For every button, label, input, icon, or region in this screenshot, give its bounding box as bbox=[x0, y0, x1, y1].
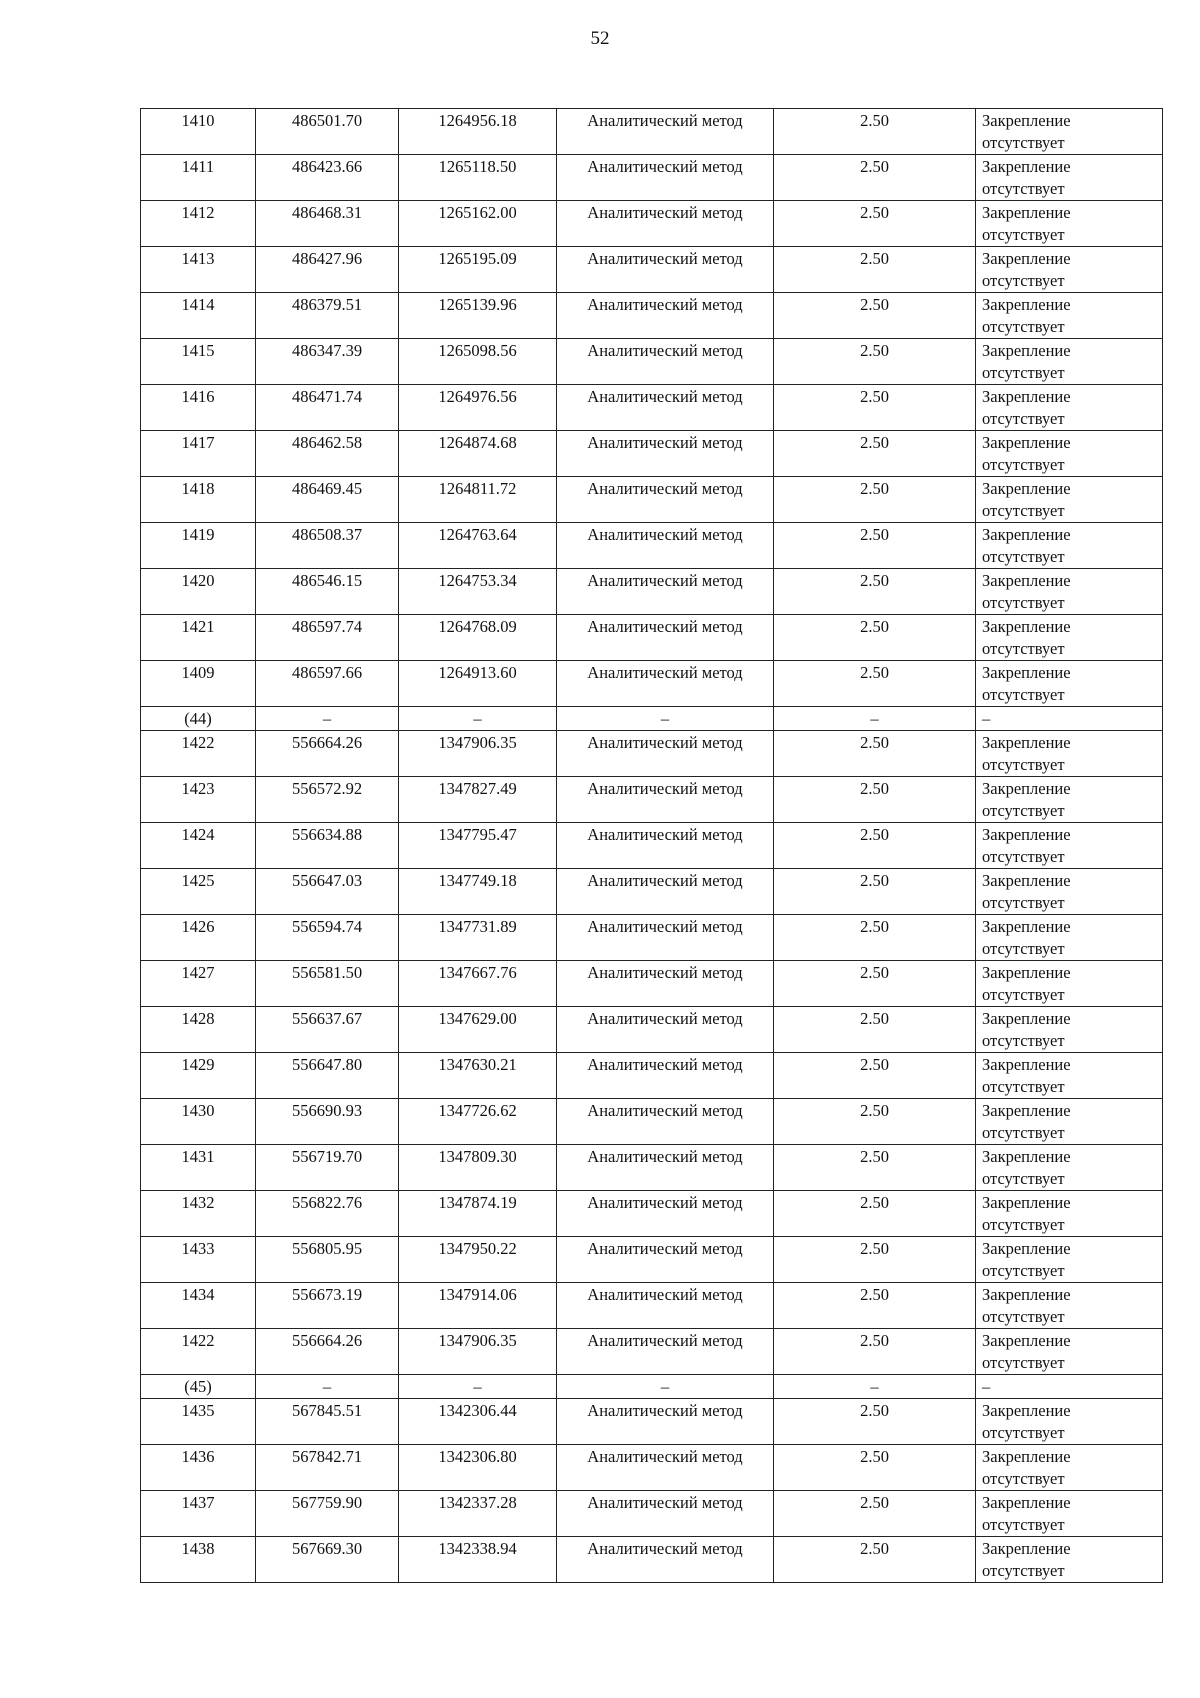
fixation-line-2: отсутствует bbox=[982, 593, 1065, 612]
x-coordinate-cell: 567842.71 bbox=[256, 1445, 399, 1491]
fixation-line-1: Закрепление bbox=[982, 1147, 1071, 1166]
method-cell: Аналитический метод bbox=[557, 615, 774, 661]
precision-cell: 2.50 bbox=[774, 247, 976, 293]
table-separator-row bbox=[141, 707, 1163, 731]
fixation-cell bbox=[976, 109, 1163, 155]
table-row bbox=[141, 201, 1163, 247]
precision-cell: 2.50 bbox=[774, 1007, 976, 1053]
fixation-line-2: отсутствует bbox=[982, 1469, 1065, 1488]
fixation-cell bbox=[976, 1191, 1163, 1237]
fixation-line-2: отсутствует bbox=[982, 1077, 1065, 1096]
method-cell: Аналитический метод bbox=[557, 961, 774, 1007]
x-coordinate-cell: 556719.70 bbox=[256, 1145, 399, 1191]
precision-cell: 2.50 bbox=[774, 569, 976, 615]
table-row bbox=[141, 523, 1163, 569]
method-cell: Аналитический метод bbox=[557, 1537, 774, 1583]
fixation-line-1: Закрепление bbox=[982, 479, 1071, 498]
y-coordinate-cell: 1347749.18 bbox=[399, 869, 557, 915]
x-coordinate-cell: – bbox=[256, 707, 399, 731]
y-coordinate-cell: 1347809.30 bbox=[399, 1145, 557, 1191]
fixation-line-2: отсутствует bbox=[982, 225, 1065, 244]
fixation-line-1: Закрепление bbox=[982, 1285, 1071, 1304]
x-coordinate-cell: 486546.15 bbox=[256, 569, 399, 615]
fixation-cell bbox=[976, 615, 1163, 661]
precision-cell: 2.50 bbox=[774, 1283, 976, 1329]
x-coordinate-cell: 486427.96 bbox=[256, 247, 399, 293]
point-number-cell: 1430 bbox=[141, 1099, 256, 1145]
fixation-line-1: Закрепление bbox=[982, 1539, 1071, 1558]
method-cell: Аналитический метод bbox=[557, 247, 774, 293]
y-coordinate-cell: 1265139.96 bbox=[399, 293, 557, 339]
point-number-cell: (44) bbox=[141, 707, 256, 731]
fixation-cell bbox=[976, 1445, 1163, 1491]
table-row bbox=[141, 431, 1163, 477]
fixation-cell bbox=[976, 431, 1163, 477]
fixation-cell bbox=[976, 1237, 1163, 1283]
fixation-cell bbox=[976, 869, 1163, 915]
fixation-cell bbox=[976, 915, 1163, 961]
method-cell: Аналитический метод bbox=[557, 661, 774, 707]
fixation-line-2: отсутствует bbox=[982, 847, 1065, 866]
fixation-cell bbox=[976, 1399, 1163, 1445]
point-number-cell: 1418 bbox=[141, 477, 256, 523]
point-number-cell: 1436 bbox=[141, 1445, 256, 1491]
fixation-cell bbox=[976, 1491, 1163, 1537]
method-cell: Аналитический метод bbox=[557, 293, 774, 339]
fixation-cell bbox=[976, 661, 1163, 707]
y-coordinate-cell: 1265162.00 bbox=[399, 201, 557, 247]
x-coordinate-cell: 556572.92 bbox=[256, 777, 399, 823]
y-coordinate-cell: 1264956.18 bbox=[399, 109, 557, 155]
fixation-line-1: Закрепление bbox=[982, 825, 1071, 844]
table-row bbox=[141, 385, 1163, 431]
x-coordinate-cell: 567845.51 bbox=[256, 1399, 399, 1445]
x-coordinate-cell: 556581.50 bbox=[256, 961, 399, 1007]
fixation-line-1: Закрепление bbox=[982, 663, 1071, 682]
table-row bbox=[141, 777, 1163, 823]
point-number-cell: 1435 bbox=[141, 1399, 256, 1445]
fixation-cell bbox=[976, 477, 1163, 523]
precision-cell: 2.50 bbox=[774, 1145, 976, 1191]
method-cell: – bbox=[557, 1375, 774, 1399]
method-cell: Аналитический метод bbox=[557, 869, 774, 915]
fixation-line-1: Закрепление bbox=[982, 1331, 1071, 1350]
fixation-line-2: отсутствует bbox=[982, 179, 1065, 198]
precision-cell: 2.50 bbox=[774, 915, 976, 961]
table-row bbox=[141, 339, 1163, 385]
table-row bbox=[141, 1099, 1163, 1145]
point-number-cell: 1410 bbox=[141, 109, 256, 155]
y-coordinate-cell: 1347629.00 bbox=[399, 1007, 557, 1053]
fixation-line-1: Закрепление bbox=[982, 733, 1071, 752]
fixation-line-1: Закрепление bbox=[982, 571, 1071, 590]
y-coordinate-cell: 1265195.09 bbox=[399, 247, 557, 293]
table-row bbox=[141, 869, 1163, 915]
fixation-line-1: Закрепление bbox=[982, 871, 1071, 890]
method-cell: Аналитический метод bbox=[557, 569, 774, 615]
y-coordinate-cell: 1347906.35 bbox=[399, 731, 557, 777]
point-number-cell: 1431 bbox=[141, 1145, 256, 1191]
fixation-line-1: Закрепление bbox=[982, 1055, 1071, 1074]
x-coordinate-cell: 556690.93 bbox=[256, 1099, 399, 1145]
precision-cell: 2.50 bbox=[774, 431, 976, 477]
method-cell: Аналитический метод bbox=[557, 385, 774, 431]
x-coordinate-cell: 486501.70 bbox=[256, 109, 399, 155]
fixation-line-1: Закрепление bbox=[982, 1193, 1071, 1212]
fixation-line-1: Закрепление bbox=[982, 1239, 1071, 1258]
table-row bbox=[141, 247, 1163, 293]
fixation-line-1: Закрепление bbox=[982, 387, 1071, 406]
x-coordinate-cell: – bbox=[256, 1375, 399, 1399]
point-number-cell: 1437 bbox=[141, 1491, 256, 1537]
point-number-cell: 1414 bbox=[141, 293, 256, 339]
point-number-cell: 1424 bbox=[141, 823, 256, 869]
table-row bbox=[141, 1145, 1163, 1191]
fixation-line-2: отсутствует bbox=[982, 1123, 1065, 1142]
precision-cell: 2.50 bbox=[774, 615, 976, 661]
x-coordinate-cell: 486379.51 bbox=[256, 293, 399, 339]
point-number-cell: 1413 bbox=[141, 247, 256, 293]
fixation-cell bbox=[976, 1099, 1163, 1145]
x-coordinate-cell: 486471.74 bbox=[256, 385, 399, 431]
precision-cell: 2.50 bbox=[774, 201, 976, 247]
precision-cell: 2.50 bbox=[774, 1537, 976, 1583]
precision-cell: 2.50 bbox=[774, 1099, 976, 1145]
precision-cell: 2.50 bbox=[774, 109, 976, 155]
fixation-line-2: отсутствует bbox=[982, 363, 1065, 382]
table-row bbox=[141, 1537, 1163, 1583]
fixation-line-2: отсутствует bbox=[982, 755, 1065, 774]
precision-cell: 2.50 bbox=[774, 155, 976, 201]
fixation-line-2: отсутствует bbox=[982, 1423, 1065, 1442]
point-number-cell: 1409 bbox=[141, 661, 256, 707]
fixation-line-1: Закрепление bbox=[982, 111, 1071, 130]
fixation-line-2: отсутствует bbox=[982, 271, 1065, 290]
fixation-cell bbox=[976, 1537, 1163, 1583]
fixation-cell bbox=[976, 1375, 1163, 1399]
x-coordinate-cell: 486347.39 bbox=[256, 339, 399, 385]
point-number-cell: 1433 bbox=[141, 1237, 256, 1283]
fixation-line-2: отсутствует bbox=[982, 985, 1065, 1004]
x-coordinate-cell: 556647.03 bbox=[256, 869, 399, 915]
precision-cell: 2.50 bbox=[774, 823, 976, 869]
table-row bbox=[141, 661, 1163, 707]
precision-cell: 2.50 bbox=[774, 869, 976, 915]
table-row bbox=[141, 109, 1163, 155]
table-row bbox=[141, 915, 1163, 961]
fixation-line-2: отсутствует bbox=[982, 1307, 1065, 1326]
precision-cell: 2.50 bbox=[774, 1445, 976, 1491]
method-cell: Аналитический метод bbox=[557, 823, 774, 869]
method-cell: Аналитический метод bbox=[557, 777, 774, 823]
precision-cell: 2.50 bbox=[774, 777, 976, 823]
fixation-line-1: – bbox=[982, 709, 991, 728]
y-coordinate-cell: 1264768.09 bbox=[399, 615, 557, 661]
fixation-line-2: отсутствует bbox=[982, 409, 1065, 428]
table-row bbox=[141, 1329, 1163, 1375]
precision-cell: 2.50 bbox=[774, 293, 976, 339]
table-row bbox=[141, 293, 1163, 339]
precision-cell: 2.50 bbox=[774, 1399, 976, 1445]
fixation-line-1: Закрепление bbox=[982, 1493, 1071, 1512]
table-row bbox=[141, 961, 1163, 1007]
x-coordinate-cell: 486597.66 bbox=[256, 661, 399, 707]
fixation-line-2: отсутствует bbox=[982, 1031, 1065, 1050]
fixation-cell bbox=[976, 385, 1163, 431]
x-coordinate-cell: 486423.66 bbox=[256, 155, 399, 201]
point-number-cell: 1420 bbox=[141, 569, 256, 615]
method-cell: Аналитический метод bbox=[557, 201, 774, 247]
precision-cell: 2.50 bbox=[774, 661, 976, 707]
precision-cell: 2.50 bbox=[774, 1191, 976, 1237]
precision-cell: 2.50 bbox=[774, 731, 976, 777]
method-cell: Аналитический метод bbox=[557, 431, 774, 477]
x-coordinate-cell: 567669.30 bbox=[256, 1537, 399, 1583]
y-coordinate-cell: 1265098.56 bbox=[399, 339, 557, 385]
x-coordinate-cell: 486597.74 bbox=[256, 615, 399, 661]
point-number-cell: 1421 bbox=[141, 615, 256, 661]
y-coordinate-cell: 1347827.49 bbox=[399, 777, 557, 823]
fixation-line-2: отсутствует bbox=[982, 1561, 1065, 1580]
x-coordinate-cell: 556647.80 bbox=[256, 1053, 399, 1099]
y-coordinate-cell: 1347874.19 bbox=[399, 1191, 557, 1237]
method-cell: Аналитический метод bbox=[557, 731, 774, 777]
fixation-line-1: Закрепление bbox=[982, 433, 1071, 452]
y-coordinate-cell: 1347731.89 bbox=[399, 915, 557, 961]
table-row bbox=[141, 615, 1163, 661]
point-number-cell: 1426 bbox=[141, 915, 256, 961]
x-coordinate-cell: 486468.31 bbox=[256, 201, 399, 247]
table-row bbox=[141, 1053, 1163, 1099]
table-row bbox=[141, 1237, 1163, 1283]
point-number-cell: 1438 bbox=[141, 1537, 256, 1583]
point-number-cell: 1417 bbox=[141, 431, 256, 477]
point-number-cell: 1434 bbox=[141, 1283, 256, 1329]
table-row bbox=[141, 823, 1163, 869]
coordinates-table-body bbox=[141, 109, 1163, 1583]
precision-cell: 2.50 bbox=[774, 523, 976, 569]
coordinates-table bbox=[140, 108, 1163, 1583]
precision-cell: 2.50 bbox=[774, 1329, 976, 1375]
y-coordinate-cell: – bbox=[399, 1375, 557, 1399]
fixation-cell bbox=[976, 247, 1163, 293]
y-coordinate-cell: 1264753.34 bbox=[399, 569, 557, 615]
table-row bbox=[141, 1283, 1163, 1329]
table-row bbox=[141, 1491, 1163, 1537]
table-row bbox=[141, 1191, 1163, 1237]
precision-cell: 2.50 bbox=[774, 1491, 976, 1537]
fixation-cell bbox=[976, 569, 1163, 615]
method-cell: Аналитический метод bbox=[557, 915, 774, 961]
fixation-line-1: Закрепление bbox=[982, 341, 1071, 360]
table-row bbox=[141, 477, 1163, 523]
point-number-cell: 1411 bbox=[141, 155, 256, 201]
precision-cell: – bbox=[774, 1375, 976, 1399]
table-row bbox=[141, 1445, 1163, 1491]
fixation-line-2: отсутствует bbox=[982, 547, 1065, 566]
point-number-cell: 1425 bbox=[141, 869, 256, 915]
fixation-line-1: Закрепление bbox=[982, 1447, 1071, 1466]
fixation-cell bbox=[976, 293, 1163, 339]
fixation-line-1: Закрепление bbox=[982, 525, 1071, 544]
y-coordinate-cell: 1347726.62 bbox=[399, 1099, 557, 1145]
x-coordinate-cell: 567759.90 bbox=[256, 1491, 399, 1537]
fixation-line-1: Закрепление bbox=[982, 917, 1071, 936]
x-coordinate-cell: 556634.88 bbox=[256, 823, 399, 869]
point-number-cell: 1423 bbox=[141, 777, 256, 823]
method-cell: Аналитический метод bbox=[557, 1237, 774, 1283]
table-separator-row bbox=[141, 1375, 1163, 1399]
fixation-cell bbox=[976, 1007, 1163, 1053]
y-coordinate-cell: 1264976.56 bbox=[399, 385, 557, 431]
table-row bbox=[141, 731, 1163, 777]
table-row bbox=[141, 1399, 1163, 1445]
fixation-line-2: отсутствует bbox=[982, 1215, 1065, 1234]
fixation-line-2: отсутствует bbox=[982, 1515, 1065, 1534]
fixation-line-1: Закрепление bbox=[982, 1009, 1071, 1028]
fixation-line-2: отсутствует bbox=[982, 1169, 1065, 1188]
y-coordinate-cell: 1342338.94 bbox=[399, 1537, 557, 1583]
precision-cell: 2.50 bbox=[774, 477, 976, 523]
x-coordinate-cell: 486462.58 bbox=[256, 431, 399, 477]
fixation-line-2: отсутствует bbox=[982, 939, 1065, 958]
y-coordinate-cell: 1342337.28 bbox=[399, 1491, 557, 1537]
fixation-cell bbox=[976, 155, 1163, 201]
fixation-cell bbox=[976, 1329, 1163, 1375]
precision-cell: 2.50 bbox=[774, 961, 976, 1007]
x-coordinate-cell: 556673.19 bbox=[256, 1283, 399, 1329]
method-cell: Аналитический метод bbox=[557, 339, 774, 385]
method-cell: Аналитический метод bbox=[557, 1007, 774, 1053]
fixation-line-1: Закрепление bbox=[982, 779, 1071, 798]
fixation-line-2: отсутствует bbox=[982, 685, 1065, 704]
fixation-line-1: Закрепление bbox=[982, 1101, 1071, 1120]
fixation-line-2: отсутствует bbox=[982, 501, 1065, 520]
x-coordinate-cell: 556664.26 bbox=[256, 731, 399, 777]
fixation-cell bbox=[976, 1053, 1163, 1099]
point-number-cell: 1415 bbox=[141, 339, 256, 385]
y-coordinate-cell: 1265118.50 bbox=[399, 155, 557, 201]
fixation-line-2: отсутствует bbox=[982, 133, 1065, 152]
y-coordinate-cell: 1347795.47 bbox=[399, 823, 557, 869]
method-cell: – bbox=[557, 707, 774, 731]
method-cell: Аналитический метод bbox=[557, 1191, 774, 1237]
fixation-line-2: отсутствует bbox=[982, 1353, 1065, 1372]
fixation-line-2: отсутствует bbox=[982, 1261, 1065, 1280]
x-coordinate-cell: 486508.37 bbox=[256, 523, 399, 569]
fixation-line-2: отсутствует bbox=[982, 317, 1065, 336]
y-coordinate-cell: 1342306.80 bbox=[399, 1445, 557, 1491]
fixation-line-2: отсутствует bbox=[982, 801, 1065, 820]
method-cell: Аналитический метод bbox=[557, 1491, 774, 1537]
fixation-cell bbox=[976, 339, 1163, 385]
point-number-cell: 1422 bbox=[141, 1329, 256, 1375]
fixation-cell bbox=[976, 523, 1163, 569]
precision-cell: – bbox=[774, 707, 976, 731]
fixation-cell bbox=[976, 961, 1163, 1007]
method-cell: Аналитический метод bbox=[557, 1399, 774, 1445]
x-coordinate-cell: 556594.74 bbox=[256, 915, 399, 961]
y-coordinate-cell: 1347906.35 bbox=[399, 1329, 557, 1375]
precision-cell: 2.50 bbox=[774, 385, 976, 431]
point-number-cell: 1412 bbox=[141, 201, 256, 247]
fixation-cell bbox=[976, 707, 1163, 731]
y-coordinate-cell: – bbox=[399, 707, 557, 731]
point-number-cell: (45) bbox=[141, 1375, 256, 1399]
fixation-line-2: отсутствует bbox=[982, 893, 1065, 912]
x-coordinate-cell: 556822.76 bbox=[256, 1191, 399, 1237]
y-coordinate-cell: 1342306.44 bbox=[399, 1399, 557, 1445]
y-coordinate-cell: 1264874.68 bbox=[399, 431, 557, 477]
point-number-cell: 1419 bbox=[141, 523, 256, 569]
fixation-cell bbox=[976, 1145, 1163, 1191]
x-coordinate-cell: 556805.95 bbox=[256, 1237, 399, 1283]
page-number: 52 bbox=[590, 28, 610, 49]
table-row bbox=[141, 569, 1163, 615]
x-coordinate-cell: 486469.45 bbox=[256, 477, 399, 523]
table-row bbox=[141, 1007, 1163, 1053]
y-coordinate-cell: 1347914.06 bbox=[399, 1283, 557, 1329]
fixation-line-2: отсутствует bbox=[982, 639, 1065, 658]
table-row bbox=[141, 155, 1163, 201]
fixation-line-1: Закрепление bbox=[982, 617, 1071, 636]
fixation-cell bbox=[976, 777, 1163, 823]
precision-cell: 2.50 bbox=[774, 1237, 976, 1283]
y-coordinate-cell: 1264763.64 bbox=[399, 523, 557, 569]
point-number-cell: 1432 bbox=[141, 1191, 256, 1237]
point-number-cell: 1429 bbox=[141, 1053, 256, 1099]
y-coordinate-cell: 1347667.76 bbox=[399, 961, 557, 1007]
point-number-cell: 1416 bbox=[141, 385, 256, 431]
method-cell: Аналитический метод bbox=[557, 523, 774, 569]
x-coordinate-cell: 556664.26 bbox=[256, 1329, 399, 1375]
precision-cell: 2.50 bbox=[774, 339, 976, 385]
method-cell: Аналитический метод bbox=[557, 1099, 774, 1145]
fixation-line-1: Закрепление bbox=[982, 1401, 1071, 1420]
fixation-cell bbox=[976, 1283, 1163, 1329]
method-cell: Аналитический метод bbox=[557, 155, 774, 201]
precision-cell: 2.50 bbox=[774, 1053, 976, 1099]
fixation-line-1: Закрепление bbox=[982, 963, 1071, 982]
method-cell: Аналитический метод bbox=[557, 1053, 774, 1099]
point-number-cell: 1427 bbox=[141, 961, 256, 1007]
fixation-line-1: Закрепление bbox=[982, 295, 1071, 314]
y-coordinate-cell: 1347630.21 bbox=[399, 1053, 557, 1099]
method-cell: Аналитический метод bbox=[557, 1145, 774, 1191]
y-coordinate-cell: 1264913.60 bbox=[399, 661, 557, 707]
fixation-line-1: – bbox=[982, 1377, 991, 1396]
y-coordinate-cell: 1347950.22 bbox=[399, 1237, 557, 1283]
method-cell: Аналитический метод bbox=[557, 477, 774, 523]
method-cell: Аналитический метод bbox=[557, 1329, 774, 1375]
method-cell: Аналитический метод bbox=[557, 1445, 774, 1491]
x-coordinate-cell: 556637.67 bbox=[256, 1007, 399, 1053]
point-number-cell: 1422 bbox=[141, 731, 256, 777]
fixation-line-1: Закрепление bbox=[982, 157, 1071, 176]
fixation-cell bbox=[976, 201, 1163, 247]
method-cell: Аналитический метод bbox=[557, 109, 774, 155]
fixation-line-1: Закрепление bbox=[982, 249, 1071, 268]
fixation-cell bbox=[976, 731, 1163, 777]
fixation-cell bbox=[976, 823, 1163, 869]
y-coordinate-cell: 1264811.72 bbox=[399, 477, 557, 523]
fixation-line-2: отсутствует bbox=[982, 455, 1065, 474]
method-cell: Аналитический метод bbox=[557, 1283, 774, 1329]
fixation-line-1: Закрепление bbox=[982, 203, 1071, 222]
point-number-cell: 1428 bbox=[141, 1007, 256, 1053]
